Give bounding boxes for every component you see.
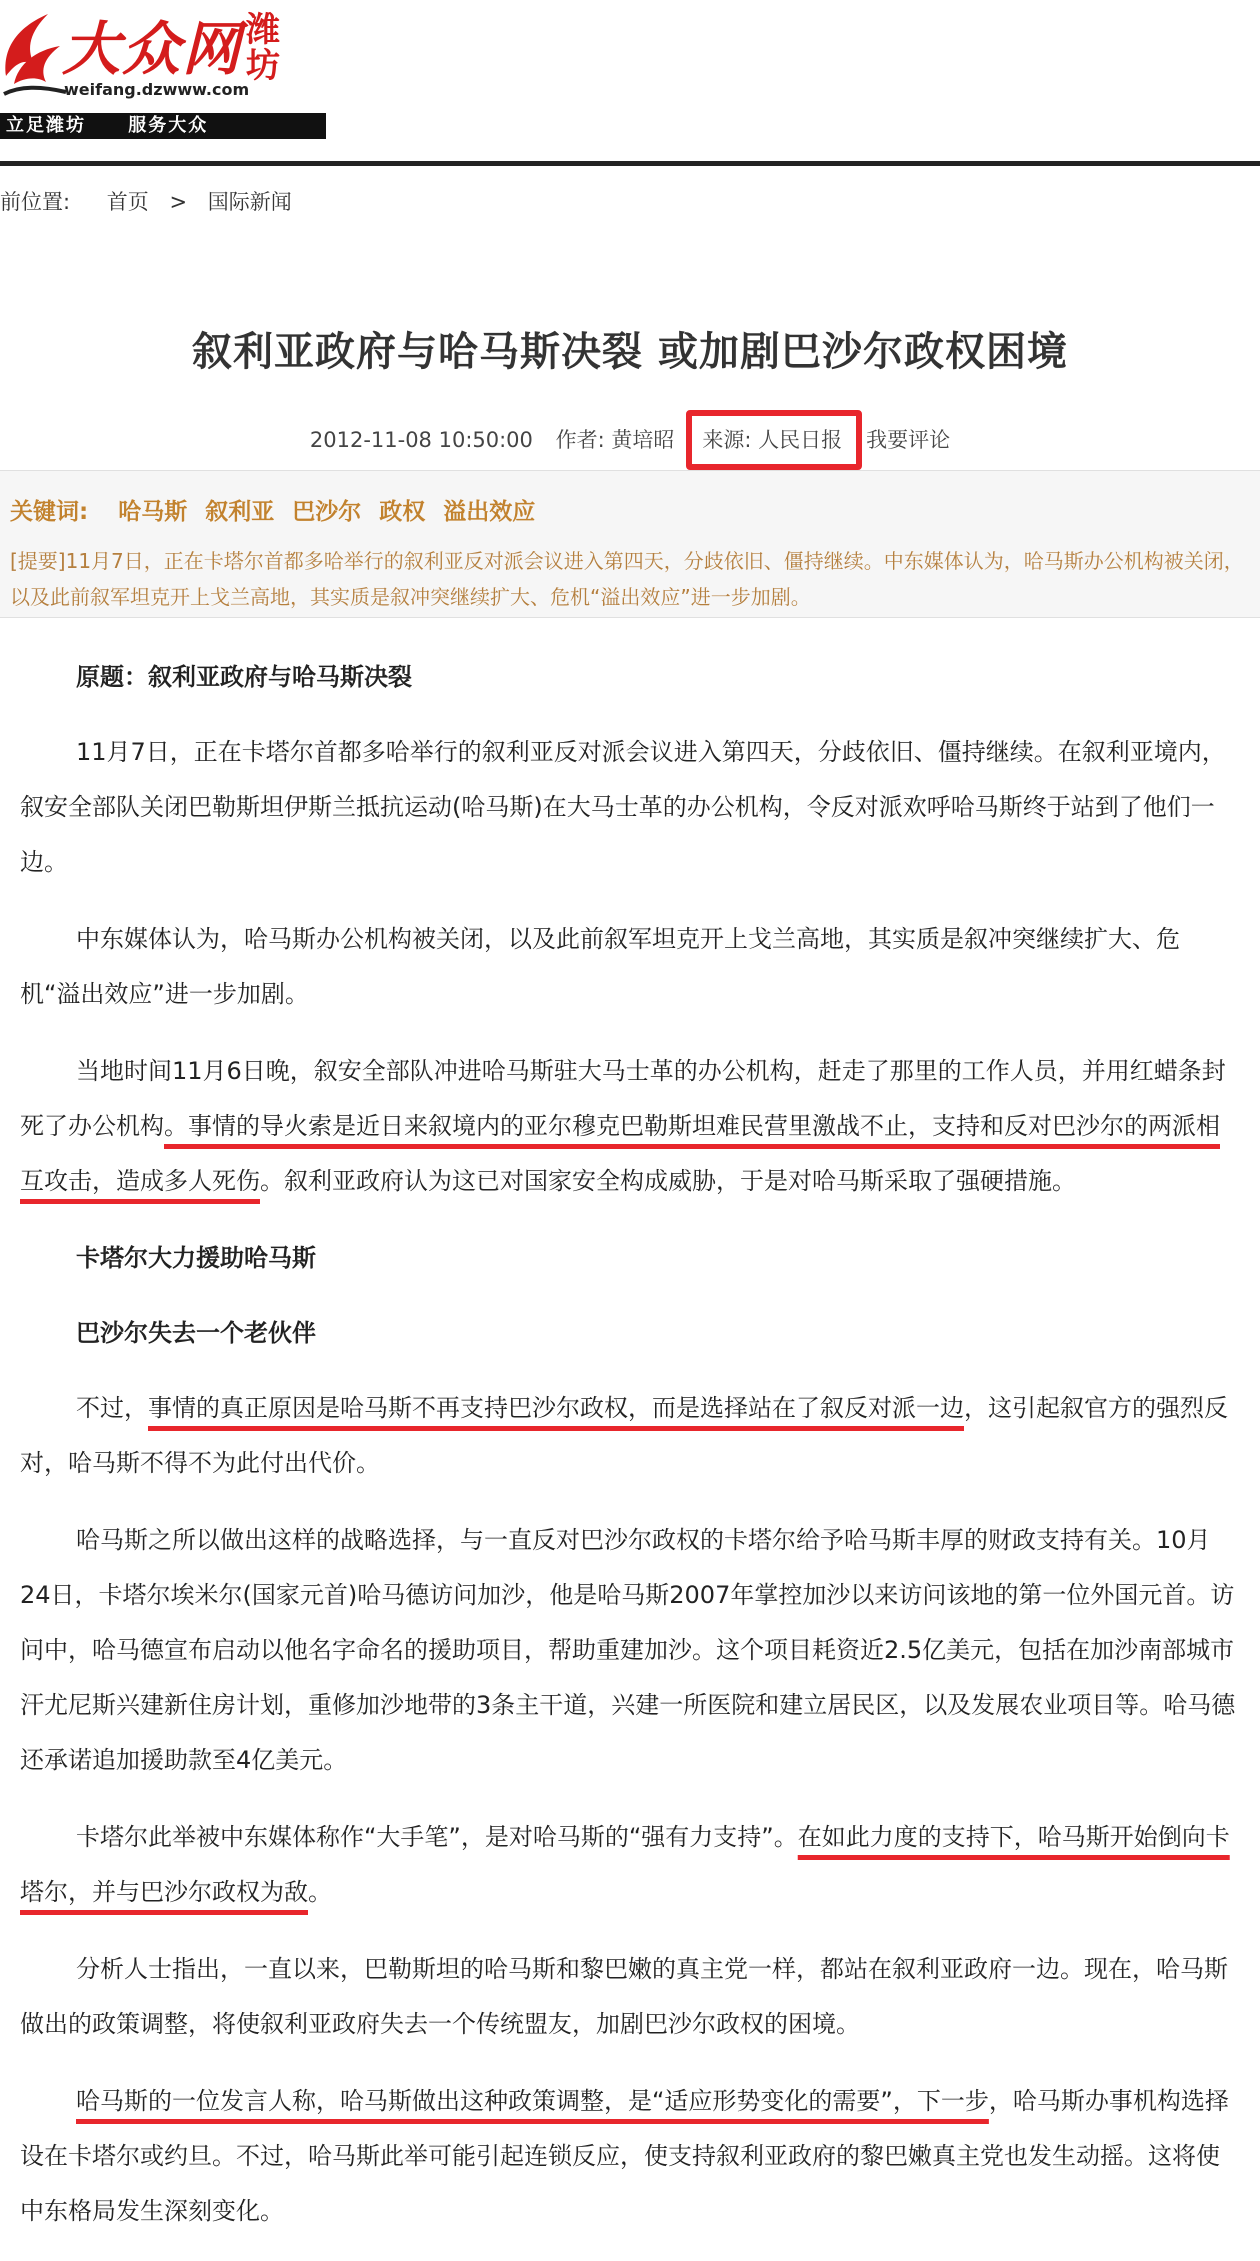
paragraph-text: ，这引起叙官方的强烈反对，哈马斯不得不为此付出代价。 [20, 1394, 1228, 1477]
breadcrumb-section-link[interactable]: 国际新闻 [207, 190, 292, 214]
keywords-label: 关键词: [10, 499, 89, 525]
paragraph: 哈马斯之所以做出这样的战略选择，与一直反对巴沙尔政权的卡塔尔给予哈马斯丰厚的财政支持有关。10月24日，卡塔尔埃米尔(国家元首)哈马德访问加沙，他是哈马斯2007年掌控加沙以来访问该地的第一位外国元首。访问中，哈马德宣布启动以他名字命名的援助项目，帮助重建加沙。这个项目耗资近2.5亿美元，包括在加沙南部城市汗尤尼斯兴建新住房计划，重修加沙地带的3条主干道，兴建一所医院和建立居民区，以及发展农业项目等。哈马德还承诺追加援助款至4亿美元。 [20, 1526, 1236, 1774]
slogan-bar [0, 113, 326, 139]
logo-wordmark: 大众网 [62, 15, 243, 83]
paragraph: 中东媒体认为，哈马斯办公机构被关闭，以及此前叙军坦克开上戈兰高地，其实质是叙冲突继续扩大、危机“溢出效应”进一步加剧。 [20, 925, 1180, 1008]
article-author: 作者: 黄培昭 [555, 428, 675, 452]
paragraph [20, 1810, 1240, 1920]
keyword-link[interactable]: 叙利亚 [205, 499, 275, 525]
paragraph [20, 1381, 1240, 1491]
paragraph-text: 。 [308, 1878, 332, 1906]
paragraph-text: 。叙利亚政府认为这已对国家安全构成威胁，于是对哈马斯采取了强硬措施。 [260, 1167, 1076, 1195]
breadcrumb-separator: > [169, 190, 188, 214]
article-source: 来源: 人民日报 [686, 410, 862, 470]
highlighted-text: 事情的真正原因是哈马斯不再支持巴沙尔政权，而是选择站在了叙反对派一边 [148, 1394, 964, 1422]
slogan-right: 服务大众 [128, 115, 209, 136]
article-meta [0, 410, 1260, 470]
summary-box [0, 470, 1260, 618]
subheading: 巴沙尔失去一个老伙伴 [76, 1319, 316, 1347]
article-datetime: 2012-11-08 10:50:00 [309, 428, 533, 452]
article-body [20, 650, 1240, 2261]
subheading: 卡塔尔大力援助哈马斯 [76, 1244, 316, 1272]
paragraph: 11月7日，正在卡塔尔首都多哈举行的叙利亚反对派会议进入第四天，分歧依旧、僵持继续。在叙利亚境内，叙安全部队关闭巴勒斯坦伊斯兰抵抗运动(哈马斯)在大马士革的办公机构，令反对派欢呼哈马斯终于站到了他们一边。 [20, 738, 1226, 876]
paragraph [20, 1044, 1240, 1209]
logo-url: weifang.dzwww.com [64, 80, 250, 99]
keyword-link[interactable]: 政权 [379, 499, 426, 525]
keyword-link[interactable]: 溢出效应 [443, 499, 536, 525]
breadcrumb [0, 186, 292, 216]
comment-link[interactable]: 我要评论 [866, 428, 951, 452]
breadcrumb-home-link[interactable]: 首页 [106, 190, 149, 214]
paragraph-text: 不过， [76, 1394, 148, 1422]
paragraph-text: ，哈马斯办事机构选择设在卡塔尔或约旦。不过，哈马斯此举可能引起连锁反应，使支持叙利亚政府的黎巴嫩真主党也发生动摇。这将使中东格局发生深刻变化。 [20, 2087, 1229, 2225]
slogan-left: 立足潍坊 [6, 115, 86, 136]
highlighted-text: 在如此力度的支持下，哈马斯开始倒向卡塔尔，并与巴沙尔政权为敌 [20, 1823, 1230, 1906]
highlighted-text: 。事情的导火索是近日来叙境内的亚尔穆克巴勒斯坦难民营里激战不止，支持和反对巴沙尔的两派相互攻击，造成多人死伤 [20, 1112, 1220, 1195]
paragraph [20, 2074, 1240, 2239]
paragraph-text: 卡塔尔此举被中东媒体称作“大手笔”，是对哈马斯的“强有力支持”。 [76, 1823, 798, 1851]
keyword-link[interactable]: 巴沙尔 [292, 499, 362, 525]
article-summary: [提要]11月7日，正在卡塔尔首都多哈举行的叙利亚反对派会议进入第四天，分歧依旧、僵持继续。中东媒体认为，哈马斯办公机构被关闭，以及此前叙军坦克开上戈兰高地，其实质是叙冲突继续扩大、危机“溢出效应”进一步加剧。 [10, 549, 1244, 609]
original-title: 原题：叙利亚政府与哈马斯决裂 [76, 663, 412, 691]
article-title: 叙利亚政府与哈马斯决裂 或加剧巴沙尔政权困境 [192, 329, 1068, 375]
paragraph-text: 当地时间11月6日晚，叙安全部队冲进哈马斯驻大马士革的办公机构，赶走了那里的工作人员，并用红蜡条封死了办公机构 [20, 1057, 1226, 1140]
keywords-line [10, 493, 545, 526]
logo-city: 潍坊 [246, 10, 280, 86]
site-header [0, 0, 1260, 168]
breadcrumb-prefix: 前位置: [0, 190, 71, 214]
header-divider [0, 161, 1260, 166]
flame-logo-icon [0, 6, 70, 98]
paragraph: 分析人士指出，一直以来，巴勒斯坦的哈马斯和黎巴嫩的真主党一样，都站在叙利亚政府一边。现在，哈马斯做出的政策调整，将使叙利亚政府失去一个传统盟友，加剧巴沙尔政权的困境。 [20, 1955, 1228, 2038]
keyword-link[interactable]: 哈马斯 [118, 499, 188, 525]
highlighted-text: 哈马斯的一位发言人称，哈马斯做出这种政策调整，是“适应形势变化的需要”，下一步 [76, 2087, 989, 2115]
